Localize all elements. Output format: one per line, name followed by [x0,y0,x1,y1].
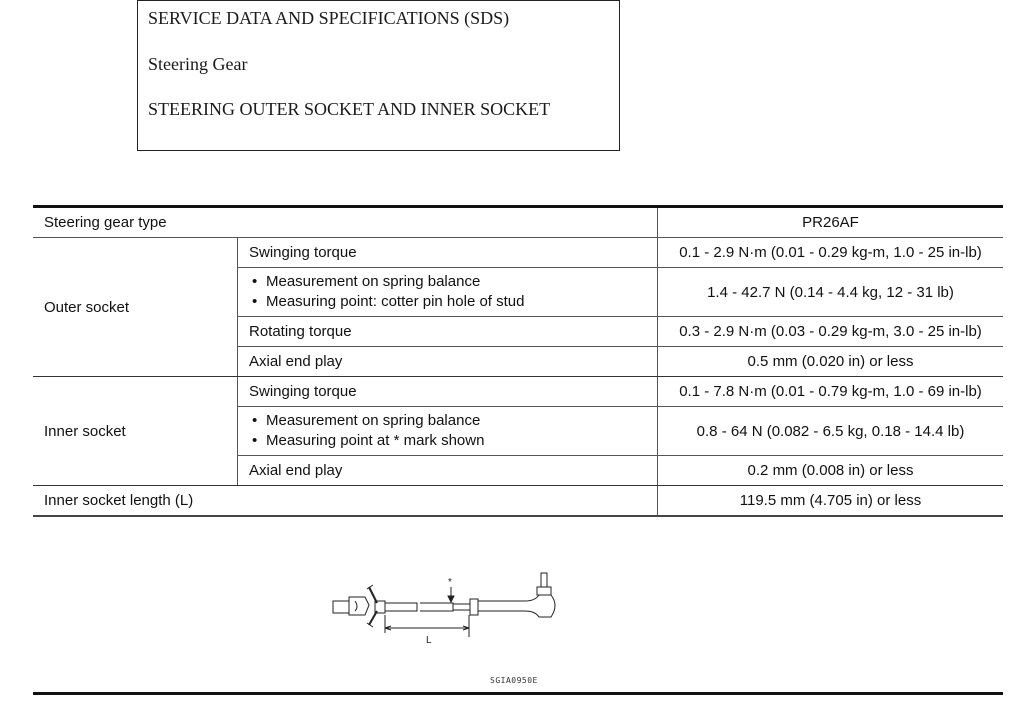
table-row-gear-type [33,207,1003,238]
sds-table [33,205,1003,517]
bottom-divider [33,692,1003,695]
dimension-label: L [426,635,432,646]
table-row [33,238,1003,268]
outer-swinging-torque-label: Swinging torque [238,238,658,268]
bullet-note: • Measuring point at * mark shown [249,431,646,451]
outer-axial-end-play-label: Axial end play [238,347,658,377]
inner-socket-length-value: 119.5 mm (4.705 in) or less [658,486,1004,517]
gear-type-value: PR26AF [658,207,1004,238]
title-box [137,0,620,151]
inner-spring-balance-notes [238,407,658,456]
inner-socket-label: Inner socket [33,377,238,486]
outer-socket-label: Outer socket [33,238,238,377]
inner-axial-end-play-label: Axial end play [238,456,658,486]
inner-socket-length-label: Inner socket length (L) [33,486,658,517]
tie-rod-diagram [325,565,565,655]
gear-type-label: Steering gear type [33,207,658,238]
outer-rotating-torque-label: Rotating torque [238,317,658,347]
bullet-note: • Measurement on spring balance [249,411,646,431]
inner-axial-end-play-value: 0.2 mm (0.008 in) or less [658,456,1004,486]
topic-title: STEERING OUTER SOCKET AND INNER SOCKET [148,99,551,119]
asterisk-mark: * [448,577,452,588]
inner-swinging-torque-value: 0.1 - 7.8 N·m (0.01 - 0.79 kg-m, 1.0 - 69 in-lb) [658,377,1004,407]
inner-swinging-torque-label: Swinging torque [238,377,658,407]
outer-spring-balance-value: 1.4 - 42.7 N (0.14 - 4.4 kg, 12 - 31 lb) [658,268,1004,317]
subsection-title: Steering Gear [148,54,248,74]
figure-code: SGIA0950E [490,676,538,685]
outer-rotating-torque-value: 0.3 - 2.9 N·m (0.03 - 0.29 kg-m, 3.0 - 25 in-lb) [658,317,1004,347]
outer-swinging-torque-value: 0.1 - 2.9 N·m (0.01 - 0.29 kg-m, 1.0 - 25 in-lb) [658,238,1004,268]
outer-spring-balance-notes [238,268,658,317]
tie-rod-illustration-icon [325,565,565,655]
section-title: SERVICE DATA AND SPECIFICATIONS (SDS) [148,8,510,28]
bullet-note: • Measurement on spring balance [249,272,646,292]
outer-axial-end-play-value: 0.5 mm (0.020 in) or less [658,347,1004,377]
table-row-length [33,486,1003,517]
bullet-note: • Measuring point: cotter pin hole of stud [249,292,646,312]
inner-spring-balance-value: 0.8 - 64 N (0.082 - 6.5 kg, 0.18 - 14.4 lb) [658,407,1004,456]
table-row [33,377,1003,407]
